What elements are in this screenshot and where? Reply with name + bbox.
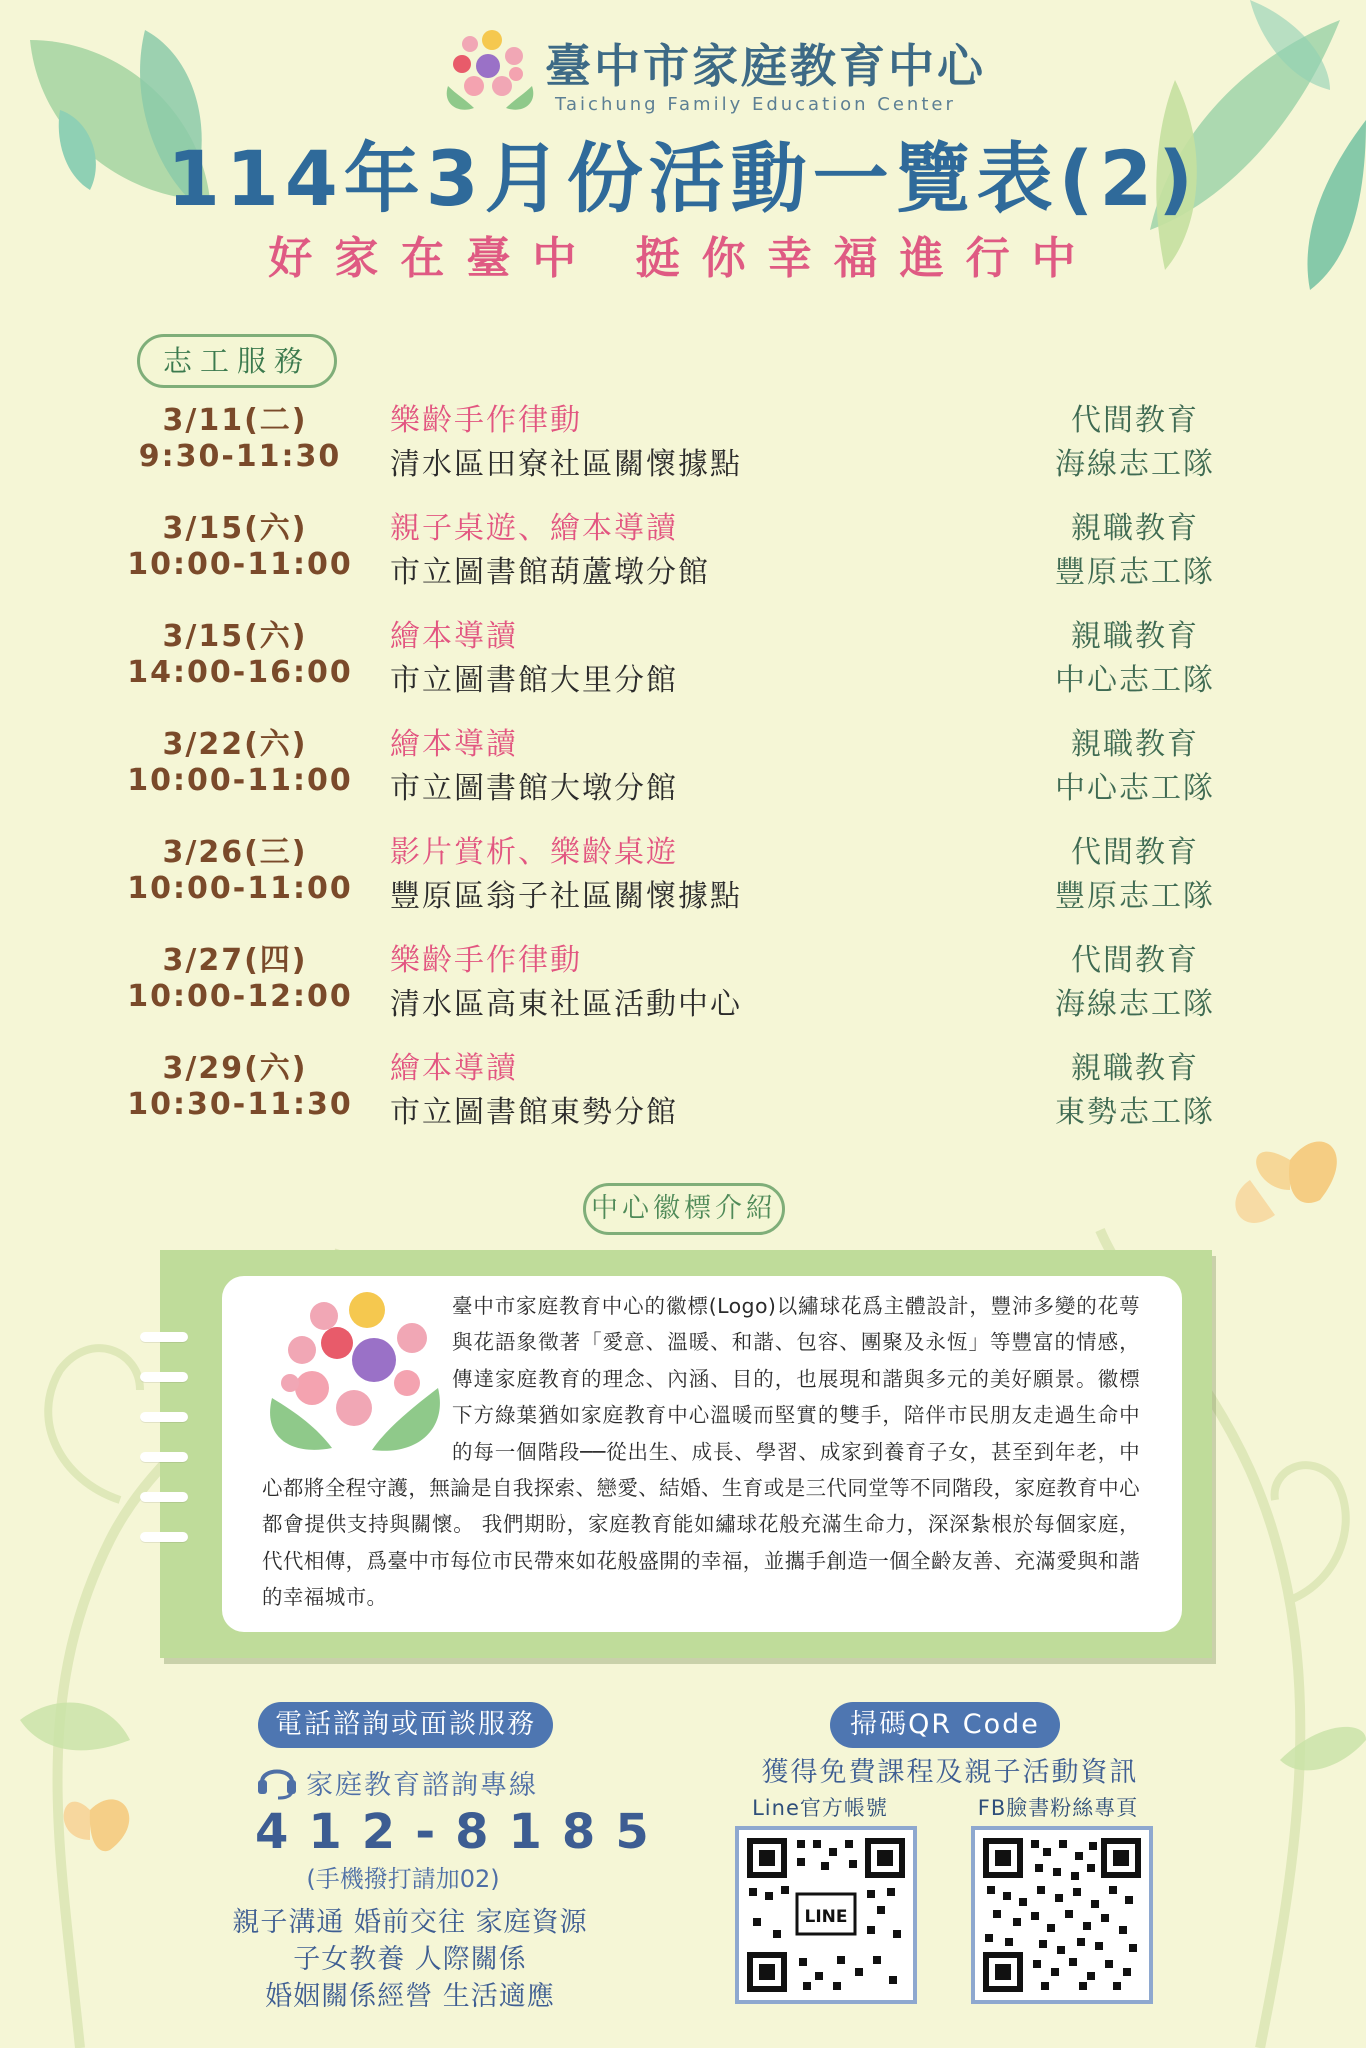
event-place: 清水區田寮社區關懷據點 <box>390 447 742 482</box>
event-type: 親職教育 <box>1071 511 1199 546</box>
event-title: 繪本導讀 <box>390 619 518 654</box>
volunteer-section-label: 志工服務 <box>137 334 337 388</box>
hotline-label: 家庭教育諮詢專線 <box>306 1770 538 1801</box>
event-team: 豐原志工隊 <box>1055 555 1215 590</box>
fb-qr-label: FB臉書粉絲專頁 <box>977 1796 1139 1820</box>
event-row <box>0 935 1366 1035</box>
phone-note: (手機撥打請加02) <box>306 1865 500 1893</box>
notebook-ring <box>140 1452 188 1462</box>
event-title: 樂齡手作律動 <box>390 943 582 978</box>
event-time: 10:00-11:00 <box>127 871 353 906</box>
event-date: 3/27(四) <box>162 943 308 978</box>
headset-icon <box>256 1760 298 1800</box>
qr-code-icon <box>983 1838 1141 1992</box>
service-topic: 婚姻關係經營 生活適應 <box>265 1981 555 2012</box>
event-type: 代間教育 <box>1071 403 1199 438</box>
leaf-icon <box>20 1703 130 1751</box>
notebook-ring <box>140 1412 188 1422</box>
event-time: 10:00-11:00 <box>127 547 353 582</box>
event-row <box>0 395 1366 495</box>
event-date: 3/11(二) <box>162 403 308 438</box>
event-time: 10:00-11:00 <box>127 763 353 798</box>
event-type: 親職教育 <box>1071 619 1199 654</box>
event-team: 豐原志工隊 <box>1055 879 1215 914</box>
event-title: 繪本導讀 <box>390 1051 518 1086</box>
line-logo-text: LINE <box>804 1907 848 1927</box>
event-date: 3/26(三) <box>162 835 308 870</box>
org-name-en: Taichung Family Education Center <box>555 94 956 115</box>
hydrangea-logo-icon <box>440 28 540 114</box>
event-row <box>0 1043 1366 1143</box>
event-date: 3/22(六) <box>162 727 308 762</box>
event-place: 清水區高東社區活動中心 <box>390 987 742 1022</box>
contact-label: 電話諮詢或面談服務 <box>258 1702 553 1748</box>
page-title: 114年3月份活動一覽表(2) <box>167 134 1199 223</box>
notebook-ring <box>140 1492 188 1502</box>
event-place: 市立圖書館葫蘆墩分館 <box>390 555 710 590</box>
service-topic: 親子溝通 婚前交往 家庭資源 <box>232 1907 588 1938</box>
event-row <box>0 503 1366 603</box>
vine <box>48 1348 140 1500</box>
event-place: 豐原區翁子社區關懷據點 <box>390 879 742 914</box>
butterfly-icon <box>1235 1141 1336 1223</box>
event-place: 市立圖書館大墩分館 <box>390 771 678 806</box>
event-row <box>0 719 1366 819</box>
event-date: 3/29(六) <box>162 1051 308 1086</box>
event-team: 中心志工隊 <box>1055 663 1215 698</box>
butterfly-icon <box>64 1799 130 1851</box>
qr-subtitle: 獲得免費課程及親子活動資訊 <box>761 1757 1139 1788</box>
event-row <box>0 611 1366 711</box>
event-date: 3/15(六) <box>162 511 308 546</box>
phone-number[interactable]: 412-8185 <box>255 1804 669 1860</box>
line-qr-code[interactable] <box>735 1826 917 2004</box>
event-place: 市立圖書館東勢分館 <box>390 1095 678 1130</box>
hydrangea-logo-icon <box>262 1288 448 1456</box>
slogan: 好家在臺中 挺你幸福進行中 <box>268 233 1098 284</box>
logo-description-block <box>262 1288 1140 1616</box>
fb-qr-code[interactable] <box>971 1826 1153 2004</box>
event-title: 繪本導讀 <box>390 727 518 762</box>
event-type: 代間教育 <box>1071 943 1199 978</box>
event-time: 9:30-11:30 <box>138 439 342 474</box>
service-topic: 子女教養 人際關係 <box>293 1944 527 1975</box>
event-time: 10:30-11:30 <box>127 1087 353 1122</box>
event-place: 市立圖書館大里分館 <box>390 663 678 698</box>
org-name: 臺中市家庭教育中心 <box>545 39 986 93</box>
event-time: 10:00-12:00 <box>127 979 353 1014</box>
line-qr-label: Line官方帳號 <box>752 1796 888 1820</box>
event-team: 海線志工隊 <box>1055 447 1215 482</box>
event-title: 親子桌遊、繪本導讀 <box>390 511 678 546</box>
event-time: 14:00-16:00 <box>127 655 353 690</box>
event-type: 親職教育 <box>1071 1051 1199 1086</box>
event-date: 3/15(六) <box>162 619 308 654</box>
event-row <box>0 827 1366 927</box>
event-type: 代間教育 <box>1071 835 1199 870</box>
logo-description: 臺中市家庭教育中心的徽標(Logo)以繡球花爲主體設計，豐沛多變的花萼與花語象徵著「愛意、溫暖、和諧、包容、團聚及永恆」等豐富的情感，傳達家庭教育的理念、內涵、目的，也展現和諧與多元的美好願景。徽標下方綠葉猶如家庭教育中心溫暖而堅實的雙手，陪伴市民朋友走過生命中的每一個階段──從出生、成長、學習、成家到養育子女，甚至到年老，中心都將全程守護，無論是自我探索、戀愛、結婚、生育或是三代同堂等不同階段，家庭教育中心都會提供支持與關懷。 我們期盼，家庭教育能如繡球花般充滿生命力，深深紮根於每個家庭，代代相傳，爲臺中市每位市民帶來如花般盛開的幸福，並攜手創造一個全齡友善、充滿愛與和諧的幸福城市。 <box>262 1294 1140 1610</box>
leaf-icon <box>1280 1727 1366 1771</box>
logo-section-label: 中心徽標介紹 <box>583 1183 785 1235</box>
event-title: 樂齡手作律動 <box>390 403 582 438</box>
qr-code-icon <box>747 1838 905 1992</box>
qr-label: 掃碼QR Code <box>830 1702 1060 1748</box>
notebook-ring <box>140 1532 188 1542</box>
event-team: 東勢志工隊 <box>1055 1095 1215 1130</box>
event-team: 中心志工隊 <box>1055 771 1215 806</box>
event-team: 海線志工隊 <box>1055 987 1215 1022</box>
notebook-ring <box>140 1372 188 1382</box>
event-type: 親職教育 <box>1071 727 1199 762</box>
event-title: 影片賞析、樂齡桌遊 <box>390 835 678 870</box>
notebook-ring <box>140 1332 188 1342</box>
